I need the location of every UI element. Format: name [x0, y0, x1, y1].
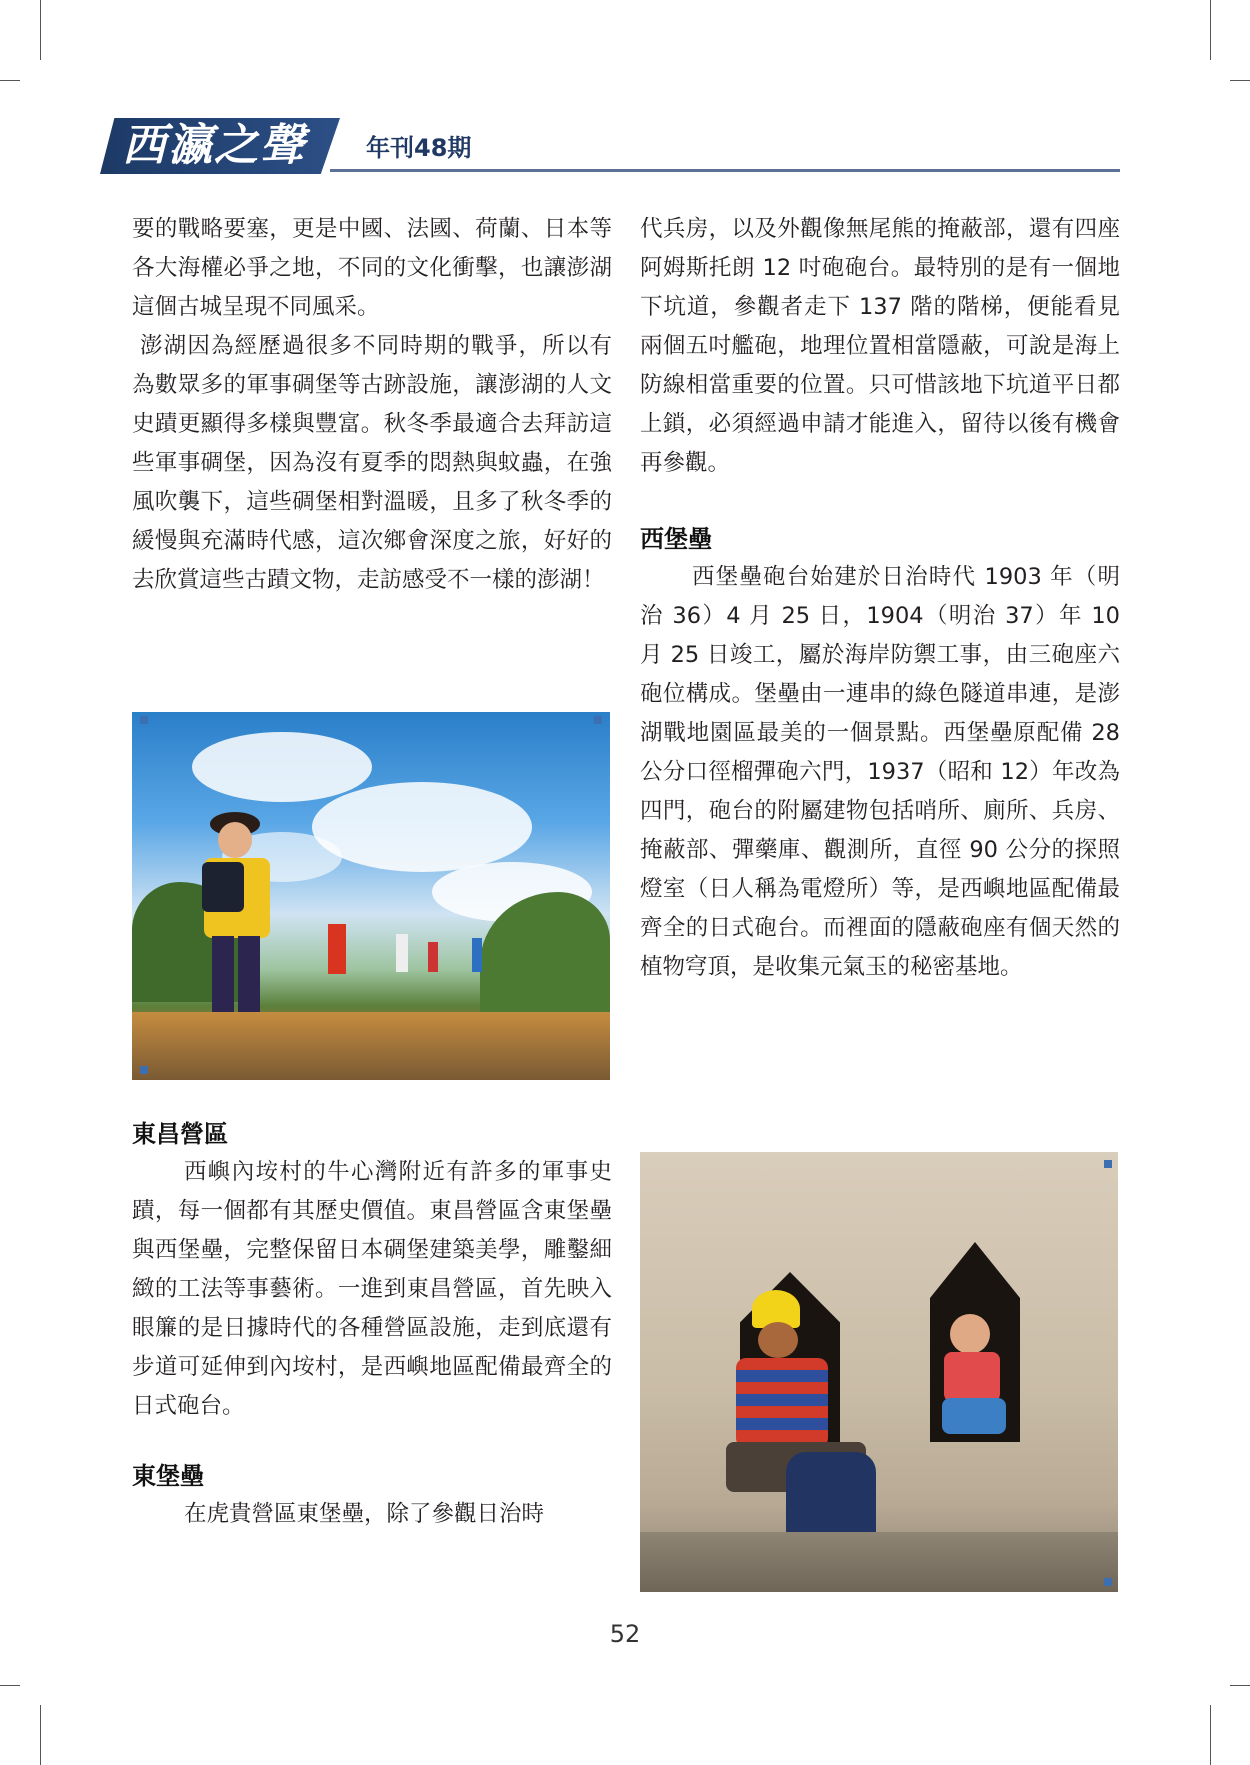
decorative-pixel: [1104, 1160, 1112, 1168]
crop-mark: [40, 1705, 41, 1765]
decorative-pixel: [594, 716, 602, 724]
section-body-east-fort: 在虎貴營區東堡壘，除了參觀日治時: [184, 1501, 545, 1527]
decorative-pixel: [1104, 1578, 1112, 1586]
crop-mark: [0, 80, 20, 81]
section-body-west-fort: 西堡壘砲台始建於日治時代 1903 年（明治 36）4 月 25 日，1904（明治 37）年 10 月 25 日竣工，屬於海岸防禦工事，由三砲座六砲位構成。堡壘由一連串的綠色隧道串連，是澎湖戰地園區最美的一個景點。西堡壘原配備 28 公分口徑榴彈砲六門，1937（昭和 12）年改為四門，砲台的附屬建物包括哨所、廁所、兵房、掩蔽部、彈藥庫、觀測所，直徑 90 公分的探照燈室（日人稱為電燈所）等，是西嶼地區配備最齊全的日式砲台。而裡面的隱蔽砲座有個天然的植物穹頂，是收集元氣玉的秘密基地。: [640, 564, 1120, 980]
left-column: [132, 210, 612, 600]
crop-mark: [1230, 80, 1250, 81]
magazine-logo: 西瀛之聲: [122, 120, 306, 171]
section-body-dongchang: 西嶼內垵村的牛心灣附近有許多的軍事史蹟，每一個都有其歷史價值。東昌營區含東堡壘與西堡壘，完整保留日本碉堡建築美學，雕鑿細緻的工法等事藝術。一進到東昌營區，首先映入眼簾的是日據時代的各種營區設施，走到底還有步道可延伸到內垵村，是西嶼地區配備最齊全的日式砲台。: [132, 1159, 612, 1419]
photo-bunker-openings: [640, 1152, 1118, 1592]
page-number: 52: [609, 1620, 641, 1648]
crop-mark: [1210, 0, 1211, 60]
right-column: [640, 210, 1120, 987]
crop-mark: [1230, 1685, 1250, 1686]
crop-mark: [1210, 1705, 1211, 1765]
section-heading-east-fort: 東堡壘: [132, 1461, 204, 1490]
issue-label: 年刊48期: [366, 134, 472, 162]
left-column-sections: [132, 1114, 612, 1534]
intro-paragraph-1: 要的戰略要塞，更是中國、法國、荷蘭、日本等各大海權必爭之地，不同的文化衝擊，也讓澎湖這個古城呈現不同風采。: [132, 216, 612, 320]
decorative-pixel: [140, 716, 148, 724]
continued-paragraph: 代兵房，以及外觀像無尾熊的掩蔽部，還有四座阿姆斯托朗 12 吋砲砲台。最特別的是有一個地下坑道，參觀者走下 137 階的階梯，便能看見兩個五吋艦砲，地理位置相當隱蔽，可說是海上防線相當重要的位置。只可惜該地下坑道平日都上鎖，必須經過申請才能進入，留待以後有機會再參觀。: [640, 216, 1120, 476]
intro-paragraph-2: 澎湖因為經歷過很多不同時期的戰爭，所以有為數眾多的軍事碉堡等古跡設施，讓澎湖的人文史蹟更顯得多樣與豐富。秋冬季最適合去拜訪這些軍事碉堡，因為沒有夏季的悶熱與蚊蟲，在強風吹襲下，這些碉堡相對溫暖，且多了秋冬季的緩慢與充滿時代感，這次鄉會深度之旅，好好的去欣賞這些古蹟文物，走訪感受不一樣的澎湖！: [132, 333, 612, 593]
section-heading-dongchang: 東昌營區: [132, 1119, 228, 1148]
section-heading-west-fort: 西堡壘: [640, 524, 712, 553]
header-rule: [330, 169, 1120, 172]
crop-mark: [0, 1685, 20, 1686]
crop-mark: [40, 0, 41, 60]
photo-fortress-walkway: [132, 712, 610, 1080]
decorative-pixel: [140, 1066, 148, 1074]
